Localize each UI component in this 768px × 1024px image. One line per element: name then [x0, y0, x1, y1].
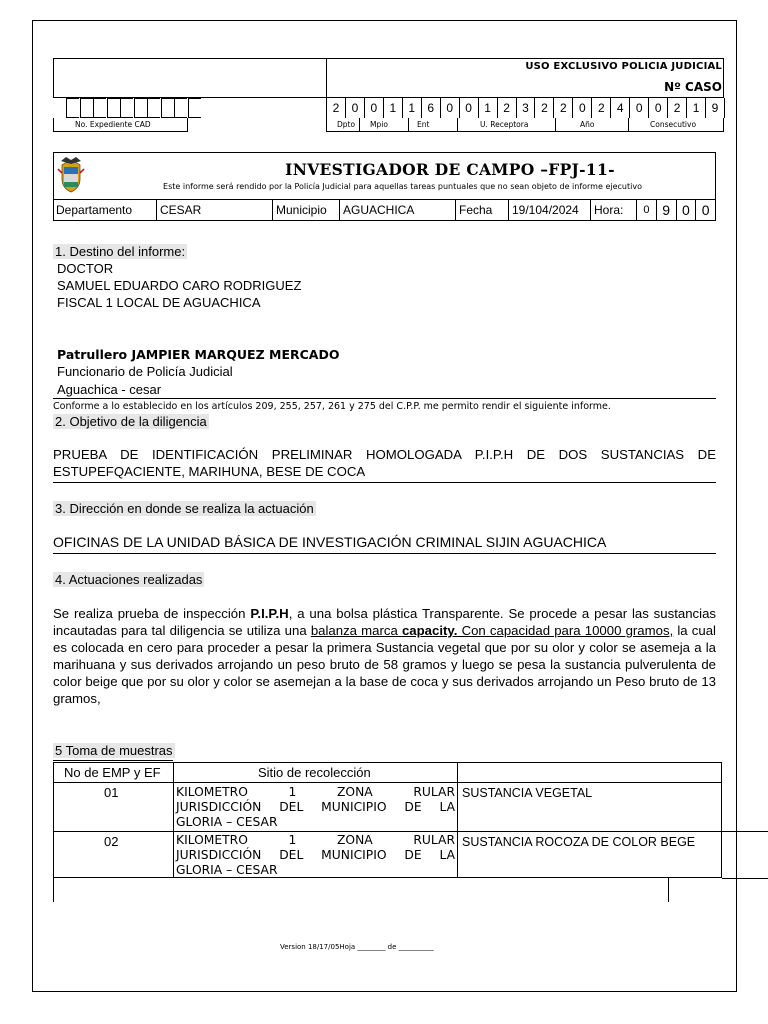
municipio-value: AGUACHICA — [340, 200, 456, 221]
mpio-label: Mpio — [370, 120, 388, 129]
dpto-label: Dpto — [337, 120, 356, 129]
expediente-digit-box — [80, 98, 93, 118]
row1-desc: SUSTANCIA VEGETAL — [462, 786, 593, 800]
case-digit: 0 — [440, 98, 459, 118]
expediente-digit-box — [188, 98, 201, 118]
case-digit: 0 — [345, 98, 364, 118]
expediente-digit-box — [93, 98, 106, 118]
row2-desc: SUSTANCIA ROCOZA DE COLOR BEGE — [462, 835, 696, 849]
departamento-label: Departamento — [53, 200, 157, 221]
destino-line-2: SAMUEL EDUARDO CARO RODRIGUEZ — [57, 278, 302, 293]
row1-sitio-3: GLORIA – CESAR — [176, 815, 278, 829]
case-digit: 1 — [686, 98, 705, 118]
row1-sitio-1: KILOMETRO 1 ZONA RULAR — [176, 785, 455, 799]
form-subtitle: Este informe será rendido por la Policía Judicial para aquellas tareas puntuales que no sean objeto de informe ejecutivo — [163, 182, 642, 191]
case-digit: 2 — [534, 98, 553, 118]
case-digit: 2 — [326, 98, 345, 118]
case-digit: 1 — [383, 98, 402, 118]
expediente-digit-box — [134, 98, 147, 118]
anio-label: Año — [580, 120, 595, 129]
row2-sitio-1: KILOMETRO 1 ZONA RULAR — [176, 833, 455, 847]
row2-sitio-2: JURISDICCIÓN DEL MUNICIPIO DE LA — [176, 848, 455, 862]
hora-digit: 0 — [696, 200, 716, 221]
col-sitio-header: Sitio de recolección — [258, 765, 371, 780]
hora-digit: 0 — [637, 200, 657, 221]
caso-label: Nº CASO — [664, 80, 722, 94]
destino-line-1: DOCTOR — [57, 261, 114, 276]
form-title: INVESTIGADOR DE CAMPO –FPJ-11- — [285, 160, 615, 179]
case-digit: 0 — [629, 98, 648, 118]
header-title: USO EXCLUSIVO POLICIA JUDICIAL — [525, 61, 722, 72]
expediente-digit-box — [161, 98, 174, 118]
case-digit: 3 — [516, 98, 535, 118]
case-digit: 2 — [497, 98, 516, 118]
section1-heading: 1. Destino del informe: — [55, 244, 186, 259]
row2-num: 02 — [104, 834, 119, 849]
case-digit: 0 — [364, 98, 383, 118]
author-name: Patrullero JAMPIER MARQUEZ MERCADO — [57, 347, 340, 362]
case-digit: 6 — [421, 98, 440, 118]
hora-label: Hora: — [591, 200, 637, 221]
case-digit: 9 — [705, 98, 724, 118]
case-digit: 4 — [610, 98, 629, 118]
row1-sitio-2: JURISDICCIÓN DEL MUNICIPIO DE LA — [176, 800, 455, 814]
ent-label: Ent — [417, 120, 430, 129]
case-digit: 0 — [572, 98, 591, 118]
case-digit: 2 — [553, 98, 572, 118]
direccion-text: OFICINAS DE LA UNIDAD BÁSICA DE INVESTIGACIÓN CRIMINAL SIJIN AGUACHICA — [53, 534, 607, 550]
section3-heading: 3. Dirección en donde se realiza la actuación — [55, 501, 314, 516]
section4-heading: 4. Actuaciones realizadas — [55, 572, 203, 587]
author-place: Aguachica - cesar — [57, 382, 162, 397]
receptora-label: U. Receptora — [480, 120, 529, 129]
case-digit: 0 — [459, 98, 478, 118]
expediente-digit-box — [147, 98, 160, 118]
actuaciones-paragraph: Se realiza prueba de inspección P.I.P.H, a una bolsa plástica Transparente. Se procede a pesar las sustancias incautadas para tal diligencia se utiliza una balanza marca capacity. Con capacidad para 10000 gramos, la cual es colocada en cero para proceder a pesar la primera Sustancia vegetal que por su olor y color se asemeja a la marihuana y sus derivados arrojando un peso bruto de 58 gramos y luego se pesa la sustancia pulverulenta de color beige que por su olor y color se asemejan a la base de coca y sus derivados arrojando un Peso bruto de 13 gramos, — [53, 606, 716, 706]
fecha-label: Fecha — [456, 200, 509, 221]
expediente-digit-box — [66, 98, 79, 118]
municipio-label: Municipio — [273, 200, 340, 221]
case-digit: 1 — [402, 98, 421, 118]
fecha-value: 19/104/2024 — [509, 200, 591, 221]
hora-digit: 0 — [677, 200, 697, 221]
case-digit: 2 — [667, 98, 686, 118]
section2-heading: 2. Objetivo de la diligencia — [55, 414, 207, 429]
footer-version: Version 18/17/05Hoja ________ de __________ — [280, 943, 434, 951]
row1-num: 01 — [104, 785, 119, 800]
expediente-digit-box — [120, 98, 133, 118]
case-digit: 2 — [591, 98, 610, 118]
expediente-digit-box — [174, 98, 187, 118]
section5-heading: 5 Toma de muestras — [55, 743, 173, 758]
row2-sitio-3: GLORIA – CESAR — [176, 863, 278, 877]
header-left-box — [53, 58, 326, 98]
destino-line-3: FISCAL 1 LOCAL DE AGUACHICA — [57, 295, 261, 310]
col-num-header: No de EMP y EF — [64, 765, 161, 780]
objetivo-text: PRUEBA DE IDENTIFICACIÓN PRELIMINAR HOMOLOGADA P.I.P.H DE DOS SUSTANCIAS DE ESTUPEFQACIENTE, MARIHUNA, BESE DE COCA — [53, 447, 716, 479]
departamento-value: CESAR — [157, 200, 273, 221]
case-digit: 1 — [478, 98, 497, 118]
hora-digit: 9 — [657, 200, 677, 221]
author-role: Funcionario de Policía Judicial — [57, 364, 233, 379]
case-digit: 0 — [648, 98, 667, 118]
expediente-digit-box — [107, 98, 120, 118]
consecutivo-label: Consecutivo — [650, 120, 697, 129]
expediente-label: No. Expediente CAD — [75, 120, 151, 129]
colombia-coat-of-arms-icon — [56, 155, 86, 195]
legal-text: Conforme a lo establecido en los artículos 209, 255, 257, 261 y 275 del C.P.P. me permito rendir el siguiente informe. — [53, 401, 611, 412]
